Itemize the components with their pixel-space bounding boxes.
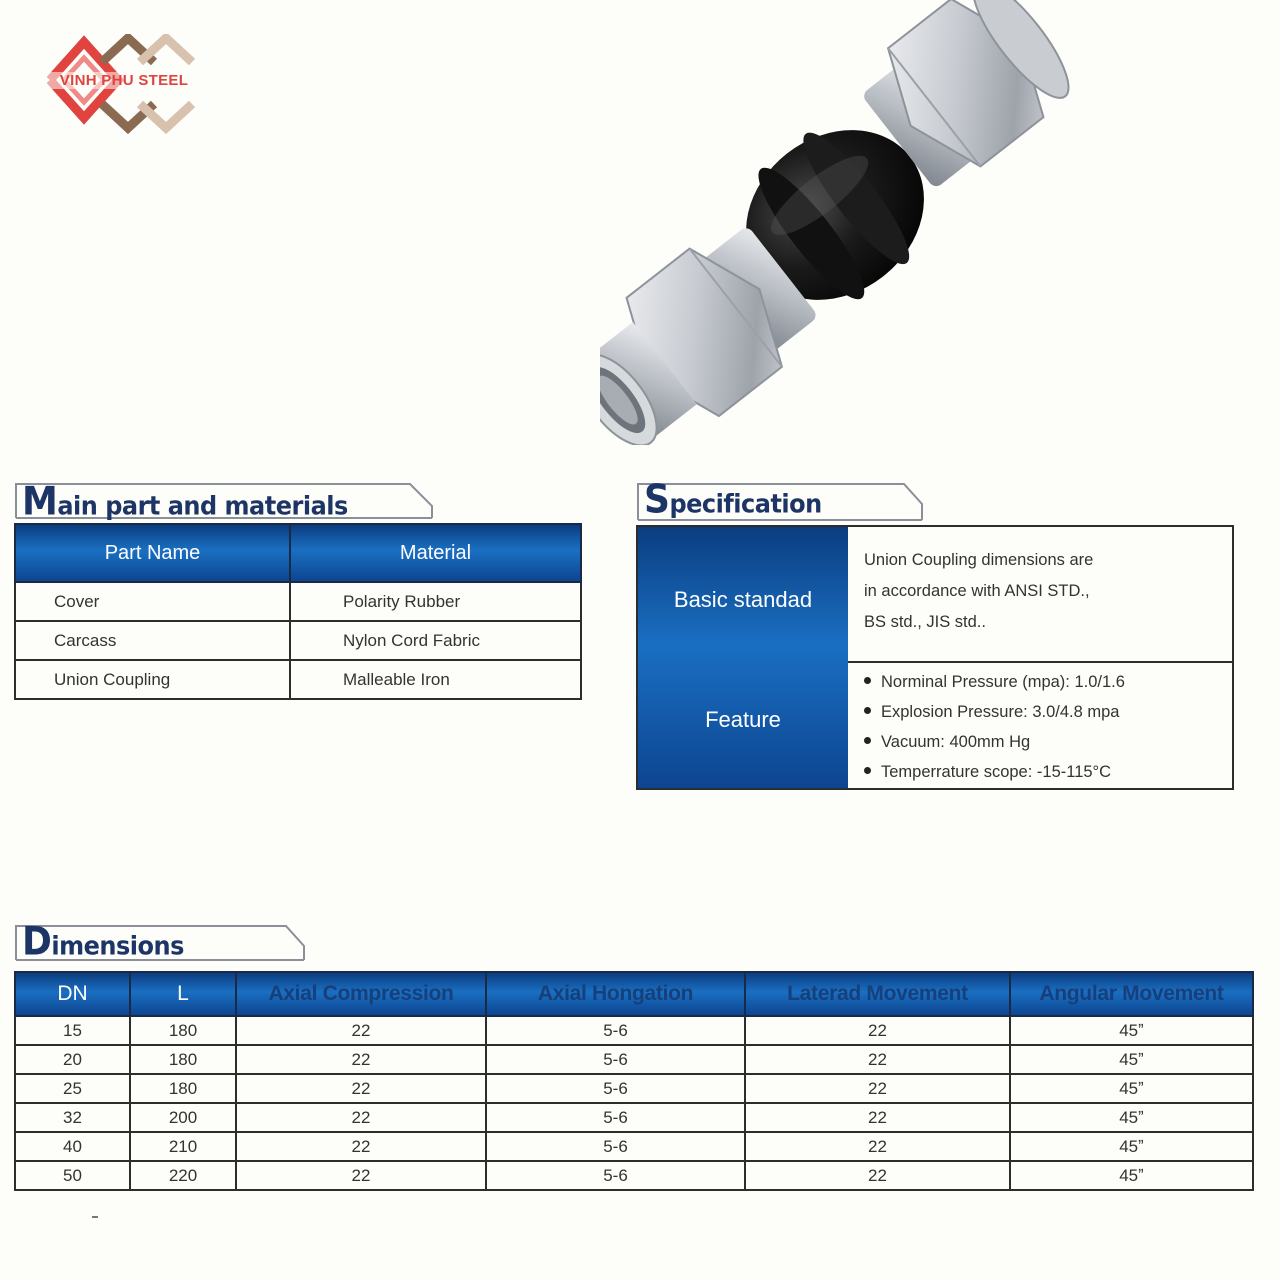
- part-name-cell: Carcass: [15, 621, 290, 660]
- table-row: [15, 1074, 1253, 1103]
- laterad-movement-cell: 22: [745, 1132, 1010, 1161]
- angular-movement-cell: 45ˮ: [1010, 1074, 1253, 1103]
- dn-cell: 20: [15, 1045, 130, 1074]
- specification-table: [636, 525, 1234, 790]
- specification-title: [644, 478, 822, 522]
- table-row: [15, 621, 581, 660]
- laterad-movement-cell: 22: [745, 1074, 1010, 1103]
- axial-hongation-cell: 5-6: [486, 1161, 745, 1190]
- basic-standard-line: in accordance with ANSI STD.,: [864, 582, 1090, 600]
- brand-logo: [44, 34, 204, 134]
- length-cell: 180: [130, 1016, 236, 1045]
- table-header-row: [15, 524, 581, 582]
- length-cell: 210: [130, 1132, 236, 1161]
- dimensions-title: [22, 920, 184, 964]
- part-name-cell: Union Coupling: [15, 660, 290, 699]
- material-cell: Malleable Iron: [290, 660, 581, 699]
- dimensions-title-rest: imensions: [51, 930, 184, 962]
- axial-hongation-cell: 5-6: [486, 1103, 745, 1132]
- laterad-movement-cell: 22: [745, 1045, 1010, 1074]
- feature-text: Norminal Pressure (mpa): 1.0/1.6: [881, 673, 1125, 691]
- axial-hongation-cell: 5-6: [486, 1074, 745, 1103]
- table-row: [15, 582, 581, 621]
- feature-item: [864, 757, 1125, 787]
- basic-standard-text: [864, 545, 1204, 638]
- angular-movement-cell: 45ˮ: [1010, 1103, 1253, 1132]
- main-parts-title-rest: ain part and materials: [57, 490, 348, 522]
- column-header-angular-movement: Angular Movement: [1010, 972, 1253, 1016]
- length-cell: 220: [130, 1161, 236, 1190]
- material-cell: Polarity Rubber: [290, 582, 581, 621]
- axial-compression-cell: 22: [236, 1161, 486, 1190]
- feature-text: Vacuum: 400mm Hg: [881, 733, 1031, 751]
- length-cell: 180: [130, 1074, 236, 1103]
- feature-item: [864, 727, 1125, 757]
- column-header-axial-hongation: Axial Hongation: [486, 972, 745, 1016]
- basic-standard-label: Basic standad: [673, 587, 813, 612]
- feature-item: [864, 697, 1125, 727]
- dn-cell: 15: [15, 1016, 130, 1045]
- bullet-icon: [864, 677, 871, 684]
- spec-divider: [848, 661, 1232, 663]
- specification-heading: [636, 476, 926, 523]
- column-header-dn: DN: [15, 972, 130, 1016]
- basic-standard-line: Union Coupling dimensions are: [864, 551, 1094, 569]
- angular-movement-cell: 45ˮ: [1010, 1161, 1253, 1190]
- material-cell: Nylon Cord Fabric: [290, 621, 581, 660]
- axial-compression-cell: 22: [236, 1132, 486, 1161]
- table-row: [15, 1103, 1253, 1132]
- angular-movement-cell: 45ˮ: [1010, 1132, 1253, 1161]
- axial-hongation-cell: 5-6: [486, 1016, 745, 1045]
- table-header-row: [15, 972, 1253, 1016]
- laterad-movement-cell: 22: [745, 1161, 1010, 1190]
- pipe-fitting-illustration: [600, 0, 1070, 445]
- bullet-icon: [864, 737, 871, 744]
- feature-item: [864, 667, 1125, 697]
- feature-label: Feature: [705, 707, 781, 732]
- axial-compression-cell: 22: [236, 1016, 486, 1045]
- specification-title-initial: S: [644, 478, 670, 523]
- specification-label-column: [638, 527, 848, 788]
- dimensions-heading: [14, 918, 309, 965]
- product-image: [600, 0, 1070, 445]
- column-header-laterad-movement: Laterad Movement: [745, 972, 1010, 1016]
- dn-cell: 32: [15, 1103, 130, 1132]
- basic-standard-line: BS std., JIS std..: [864, 613, 986, 631]
- axial-compression-cell: 22: [236, 1074, 486, 1103]
- logo-text: VINH PHU STEEL: [44, 72, 204, 89]
- angular-movement-cell: 45ˮ: [1010, 1045, 1253, 1074]
- axial-hongation-cell: 5-6: [486, 1045, 745, 1074]
- stray-mark: [92, 1216, 98, 1218]
- main-parts-heading: [14, 478, 434, 525]
- column-header-material: Material: [290, 524, 581, 582]
- laterad-movement-cell: 22: [745, 1016, 1010, 1045]
- dimensions-title-initial: D: [22, 920, 52, 965]
- feature-list: [864, 667, 1125, 787]
- angular-movement-cell: 45ˮ: [1010, 1016, 1253, 1045]
- bullet-icon: [864, 707, 871, 714]
- bullet-icon: [864, 767, 871, 774]
- feature-text: Explosion Pressure: 3.0/4.8 mpa: [881, 703, 1120, 721]
- length-cell: 200: [130, 1103, 236, 1132]
- main-parts-table: [14, 523, 582, 700]
- column-header-part-name: Part Name: [15, 524, 290, 582]
- specification-title-rest: pecification: [669, 488, 822, 520]
- table-row: [15, 1045, 1253, 1074]
- dimensions-table: [14, 971, 1254, 1191]
- feature-text: Temperrature scope: -15-115°C: [881, 763, 1112, 781]
- column-header-axial-compression: Axial Compression: [236, 972, 486, 1016]
- length-cell: 180: [130, 1045, 236, 1074]
- column-header-l: L: [130, 972, 236, 1016]
- laterad-movement-cell: 22: [745, 1103, 1010, 1132]
- axial-compression-cell: 22: [236, 1103, 486, 1132]
- axial-compression-cell: 22: [236, 1045, 486, 1074]
- main-parts-title: [22, 480, 348, 524]
- part-name-cell: Cover: [15, 582, 290, 621]
- table-row: [15, 1132, 1253, 1161]
- dn-cell: 50: [15, 1161, 130, 1190]
- dn-cell: 25: [15, 1074, 130, 1103]
- table-row: [15, 660, 581, 699]
- main-parts-title-initial: M: [22, 480, 58, 525]
- table-row: [15, 1161, 1253, 1190]
- table-row: [15, 1016, 1253, 1045]
- dn-cell: 40: [15, 1132, 130, 1161]
- axial-hongation-cell: 5-6: [486, 1132, 745, 1161]
